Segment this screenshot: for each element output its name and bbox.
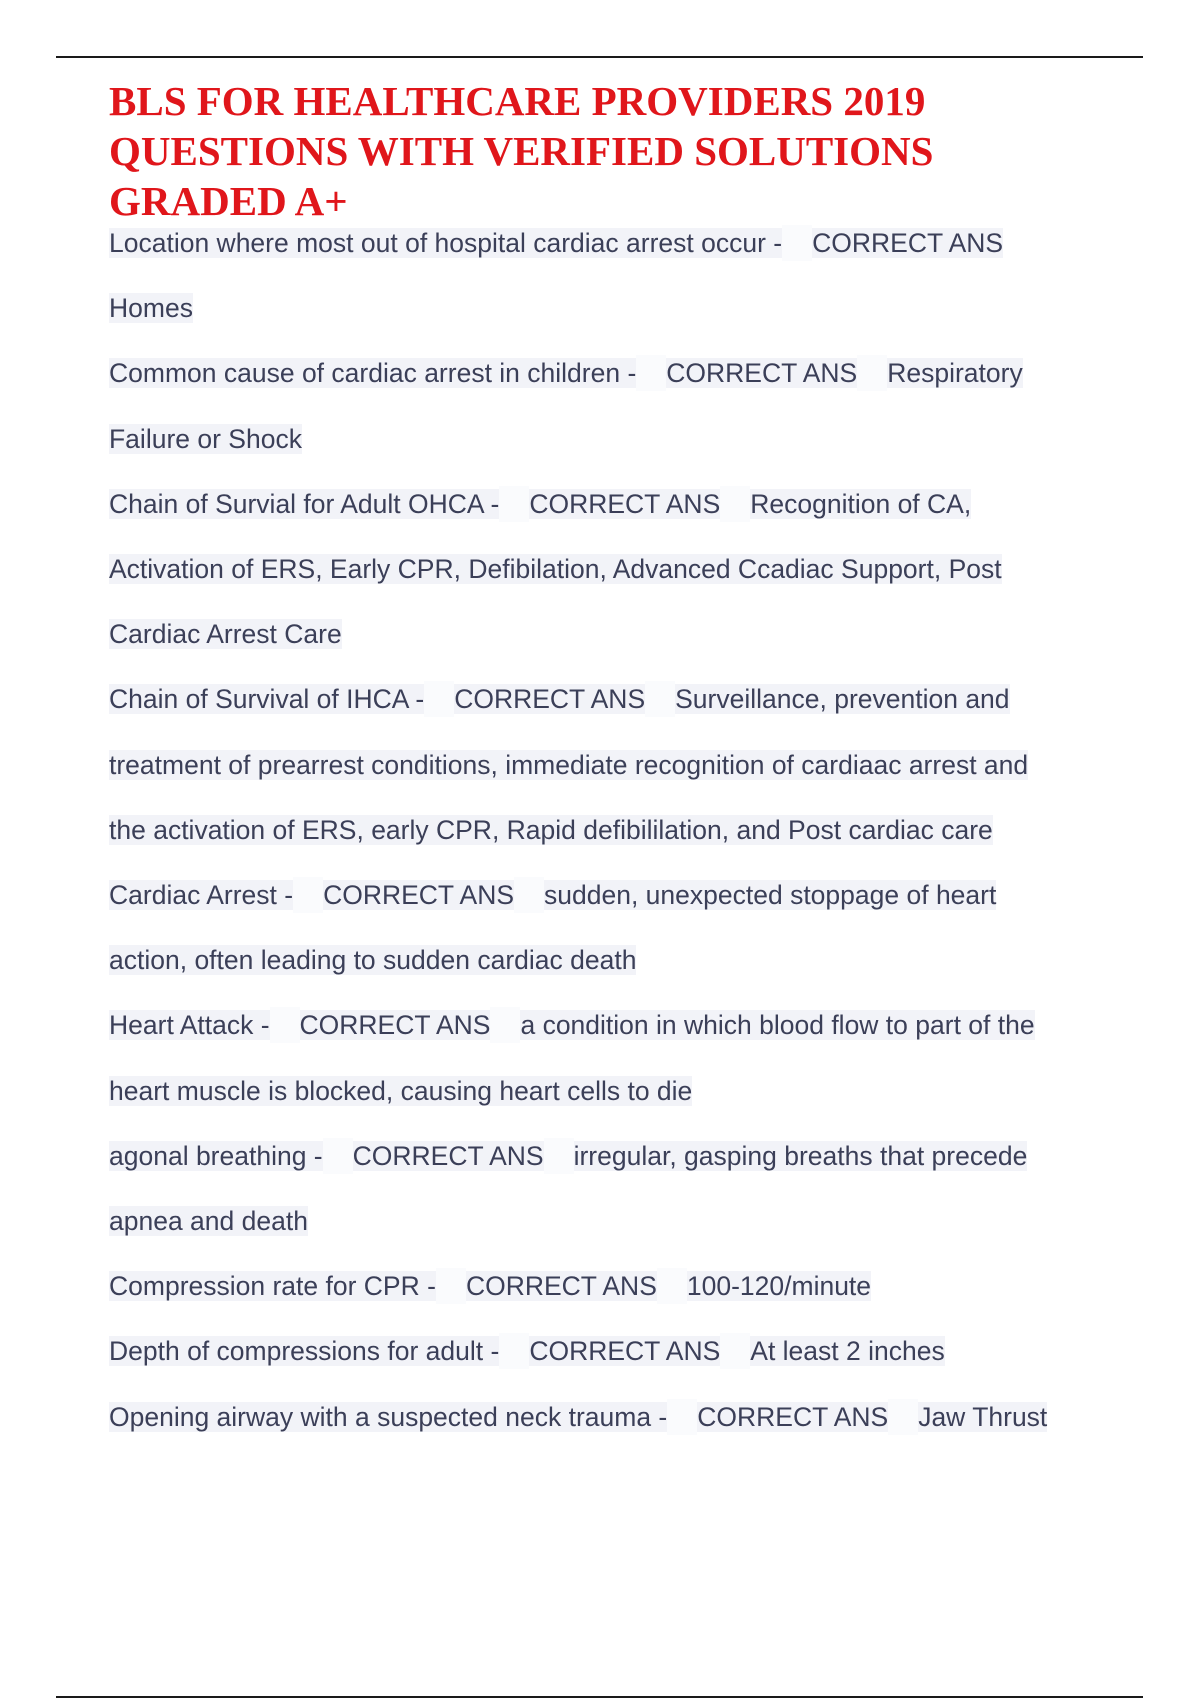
answer-marker: CORRECT ANS [666,358,858,388]
answer-marker: CORRECT ANS [529,489,721,519]
qa-item-8-line-1 [109,1268,871,1304]
question-text: Common cause of cardiac arrest in children - [109,358,637,388]
answer-text: a condition in which blood flow to part of the [520,1010,1035,1040]
top-rule [56,56,1143,58]
question-text: Heart Attack - [109,1010,270,1040]
answer-text: heart muscle is blocked, causing heart cells to die [109,1076,693,1106]
answer-text: Respiratory [887,358,1023,388]
answer-text: 100-120/minute [686,1271,872,1301]
question-text: Opening airway with a suspected neck trauma - [109,1402,668,1432]
title-line-2: QUESTIONS WITH VERIFIED SOLUTIONS [109,128,934,174]
answer-text: Cardiac Arrest Care [109,619,342,649]
question-text: Cardiac Arrest - [109,880,294,910]
qa-item-7-line-2 [109,1203,308,1239]
qa-item-3-line-1 [109,486,971,522]
question-text: agonal breathing - [109,1141,323,1171]
answer-marker: CORRECT ANS [697,1402,889,1432]
title-line-1: BLS FOR HEALTHCARE PROVIDERS 2019 [109,78,926,124]
qa-item-4-line-3 [109,812,993,848]
qa-item-6-line-1 [109,1007,1035,1043]
answer-text: Activation of ERS, Early CPR, Defibilation, Advanced Ccadiac Support, Post [109,554,1002,584]
question-text: Chain of Survial for Adult OHCA - [109,489,500,519]
qa-item-3-line-3 [109,616,342,652]
qa-item-4-line-2 [109,747,1028,783]
answer-marker: CORRECT ANS [812,228,1004,258]
document-title [109,76,1109,226]
answer-text: irregular, gasping breaths that precede [573,1141,1028,1171]
qa-item-7-line-1 [109,1138,1027,1174]
answer-text: treatment of prearrest conditions, immediate recognition of cardiaac arrest and [109,750,1029,780]
qa-item-5-line-1 [109,877,996,913]
answer-text: At least 2 inches [750,1336,945,1366]
question-text: Location where most out of hospital cardiac arrest occur - [109,228,783,258]
answer-text: Surveillance, prevention and [675,684,1010,714]
qa-item-10-line-1 [109,1399,1047,1435]
answer-text: action, often leading to sudden cardiac death [109,945,637,975]
answer-text: Homes [109,293,193,323]
qa-item-6-line-2 [109,1073,692,1109]
answer-marker: CORRECT ANS [323,880,515,910]
bottom-rule [56,1696,1143,1698]
answer-marker: CORRECT ANS [465,1271,657,1301]
qa-item-2-line-2 [109,421,302,457]
qa-item-5-line-2 [109,942,636,978]
answer-marker: CORRECT ANS [529,1336,721,1366]
answer-marker: CORRECT ANS [299,1010,491,1040]
qa-item-4-line-1 [109,681,1010,717]
question-text: Compression rate for CPR - [109,1271,436,1301]
qa-item-1-line-1 [109,225,1003,261]
qa-item-3-line-2 [109,551,1002,587]
answer-text: Failure or Shock [109,424,302,454]
answer-text: sudden, unexpected stoppage of heart [544,880,997,910]
answer-marker: CORRECT ANS [352,1141,544,1171]
answer-marker: CORRECT ANS [454,684,646,714]
qa-item-1-line-2 [109,290,193,326]
qa-item-9-line-1 [109,1333,945,1369]
qa-item-2-line-1 [109,355,1023,391]
question-text: Chain of Survival of IHCA - [109,684,425,714]
answer-text: apnea and death [109,1206,308,1236]
answer-text: Jaw Thrust [918,1402,1048,1432]
question-text: Depth of compressions for adult - [109,1336,500,1366]
title-line-3: GRADED A+ [109,178,348,224]
answer-text: the activation of ERS, early CPR, Rapid defibililation, and Post cardiac care [109,815,993,845]
answer-text: Recognition of CA, [750,489,972,519]
